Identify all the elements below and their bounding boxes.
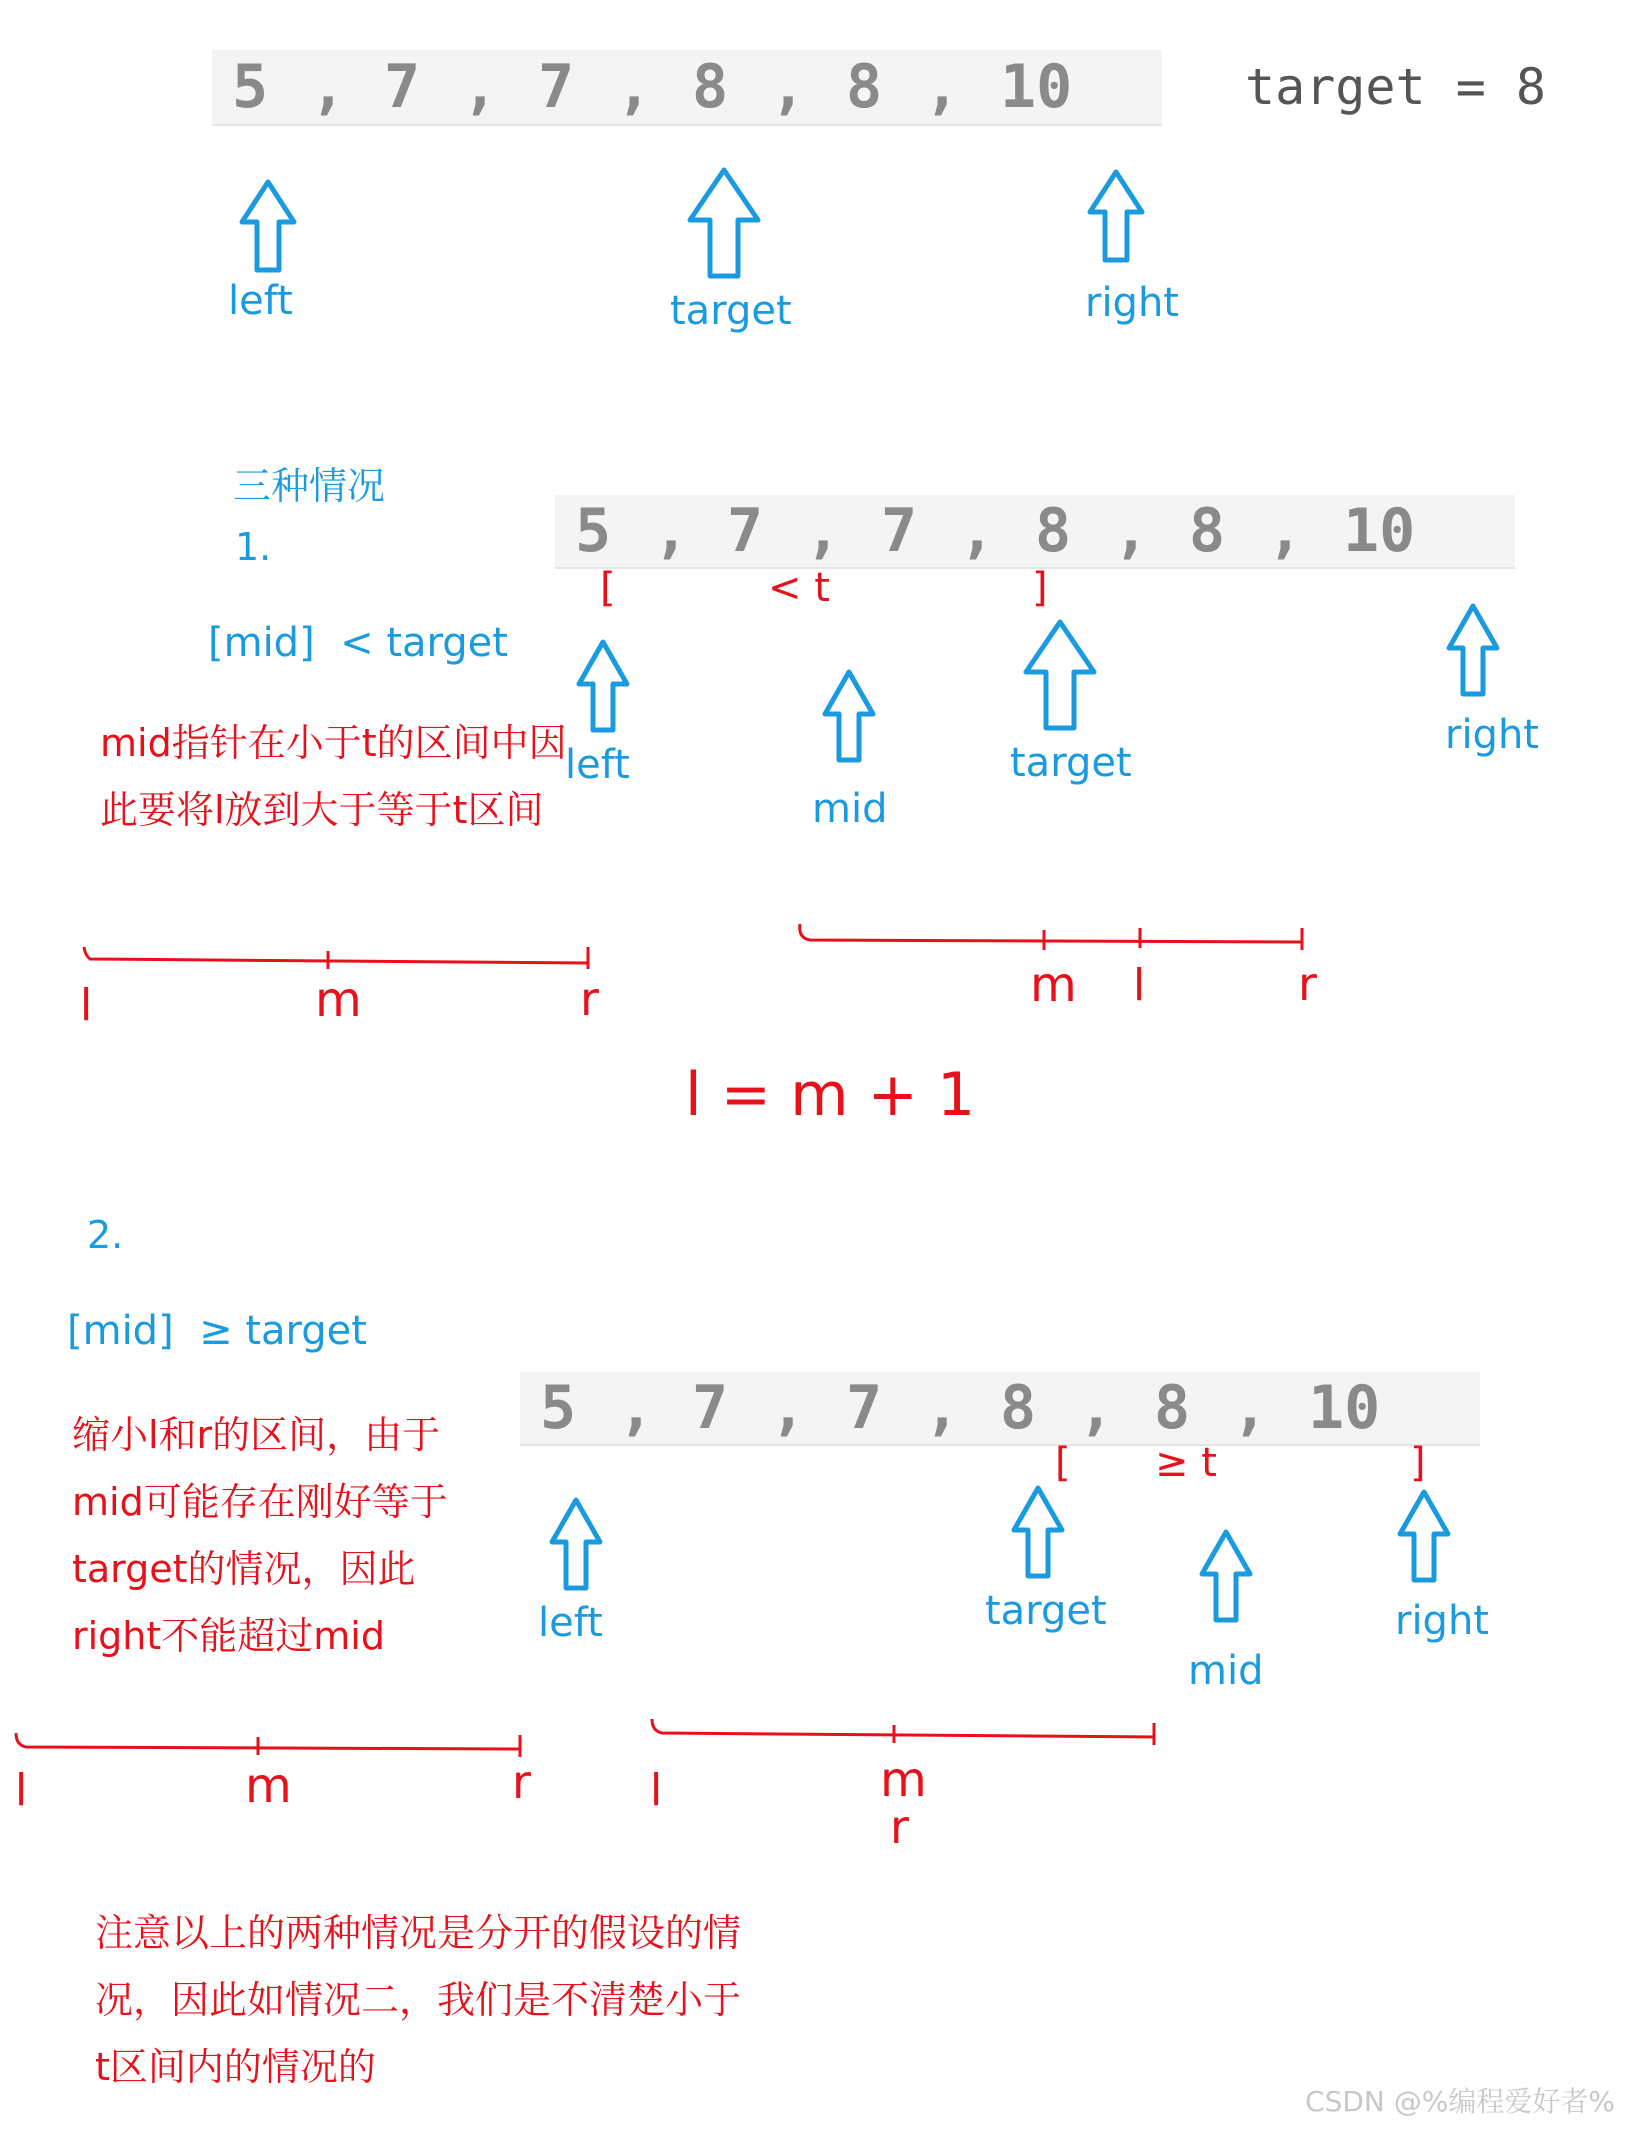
section-heading: 三种情况: [233, 464, 386, 508]
label-target: target: [985, 1588, 1107, 1634]
condition-2: [mid] ≥ target: [67, 1308, 367, 1354]
array-item: 8: [692, 52, 729, 122]
formula: l = m + 1: [685, 1060, 976, 1130]
up-arrow-icon: [1447, 604, 1499, 696]
hw-bracket-open: [: [1055, 1440, 1071, 1486]
hw-r: r: [580, 972, 599, 1026]
hw-less-than-t: < t: [768, 565, 830, 611]
up-arrow-icon: [1012, 1486, 1064, 1578]
hw-l: l: [1133, 960, 1146, 1011]
array-sep: ,: [1267, 496, 1304, 566]
watermark: CSDN @%编程爱好者%: [1305, 2085, 1615, 2118]
hw-l: l: [80, 980, 93, 1031]
label-target: target: [1010, 740, 1132, 786]
hw-m: m: [245, 1758, 292, 1814]
array-item: 7: [881, 496, 918, 566]
array-sep: ,: [1078, 1373, 1115, 1443]
label-left: left: [538, 1600, 603, 1646]
label-right: right: [1085, 280, 1179, 326]
array-sep: ,: [616, 52, 653, 122]
array-item: 7: [384, 52, 421, 122]
hw-r: r: [1298, 957, 1317, 1011]
note-case-2: 缩小l和r的区间，由于mid可能存在刚好等于target的情况，因此right不能超过mid: [72, 1413, 448, 1658]
up-arrow-icon: [823, 670, 875, 762]
up-arrow-icon: [577, 640, 629, 732]
array-item: 8: [1000, 1373, 1037, 1443]
array-item: 8: [1154, 1373, 1191, 1443]
array-item: 7: [846, 1373, 883, 1443]
up-arrow-icon: [1398, 1490, 1450, 1582]
footer-note: 注意以上的两种情况是分开的假设的情况，因此如情况二，我们是不清楚小于t区间内的情况的: [95, 1911, 742, 2089]
array-item: 8: [1035, 496, 1072, 566]
array-sep: ,: [310, 52, 347, 122]
array-item: 8: [1189, 496, 1226, 566]
label-mid: mid: [812, 786, 888, 832]
hw-l: l: [650, 1765, 663, 1816]
label-target: target: [670, 288, 792, 334]
note-case-1: mid指针在小于t的区间中因此要将l放到大于等于t区间: [100, 721, 567, 832]
array-sep: ,: [770, 1373, 807, 1443]
array-strip-1: [212, 50, 1162, 126]
array-item: 7: [692, 1373, 729, 1443]
array-sep: ,: [618, 1373, 655, 1443]
up-arrow-icon: [550, 1498, 602, 1590]
condition-1: [mid] < target: [208, 620, 508, 666]
label-right: right: [1395, 1598, 1489, 1644]
case-number-1: 1.: [235, 525, 272, 569]
hw-r: r: [512, 1755, 531, 1809]
array-strip-2: [555, 495, 1515, 569]
up-arrow-icon: [1200, 1530, 1252, 1622]
array-sep: ,: [805, 496, 842, 566]
array-item: 5: [232, 52, 269, 122]
hw-bracket-close: ]: [1032, 565, 1048, 611]
label-mid: mid: [1188, 1648, 1264, 1694]
hw-r: r: [890, 1800, 909, 1854]
up-arrow-icon: [1024, 620, 1096, 730]
array-sep: ,: [462, 52, 499, 122]
hw-m: m: [315, 972, 362, 1028]
array-sep: ,: [1113, 496, 1150, 566]
up-arrow-icon: [688, 168, 760, 278]
array-item: 10: [1308, 1373, 1381, 1443]
array-sep: ,: [1232, 1373, 1269, 1443]
array-sep: ,: [924, 52, 961, 122]
array-item: 10: [1000, 52, 1073, 122]
array-item: 7: [538, 52, 575, 122]
target-equation: target = 8: [1245, 58, 1547, 116]
array-sep: ,: [770, 52, 807, 122]
up-arrow-icon: [1088, 170, 1144, 262]
hw-bracket-close: ]: [1410, 1440, 1426, 1486]
label-left: left: [565, 742, 630, 788]
array-item: 5: [575, 496, 612, 566]
hw-m: m: [1030, 957, 1077, 1013]
array-sep: ,: [653, 496, 690, 566]
hw-m: m: [880, 1752, 927, 1808]
case-number-2: 2.: [87, 1213, 124, 1257]
label-left: left: [228, 278, 293, 324]
hw-ge-t: ≥ t: [1155, 1440, 1217, 1486]
array-item: 7: [727, 496, 764, 566]
hw-l: l: [15, 1765, 28, 1816]
up-arrow-icon: [240, 180, 296, 272]
array-sep: ,: [924, 1373, 961, 1443]
label-right: right: [1445, 712, 1539, 758]
hw-bracket-open: [: [600, 565, 616, 611]
array-item: 10: [1343, 496, 1416, 566]
array-sep: ,: [959, 496, 996, 566]
array-item: 5: [540, 1373, 577, 1443]
array-strip-3: [520, 1372, 1480, 1446]
array-item: 8: [846, 52, 883, 122]
